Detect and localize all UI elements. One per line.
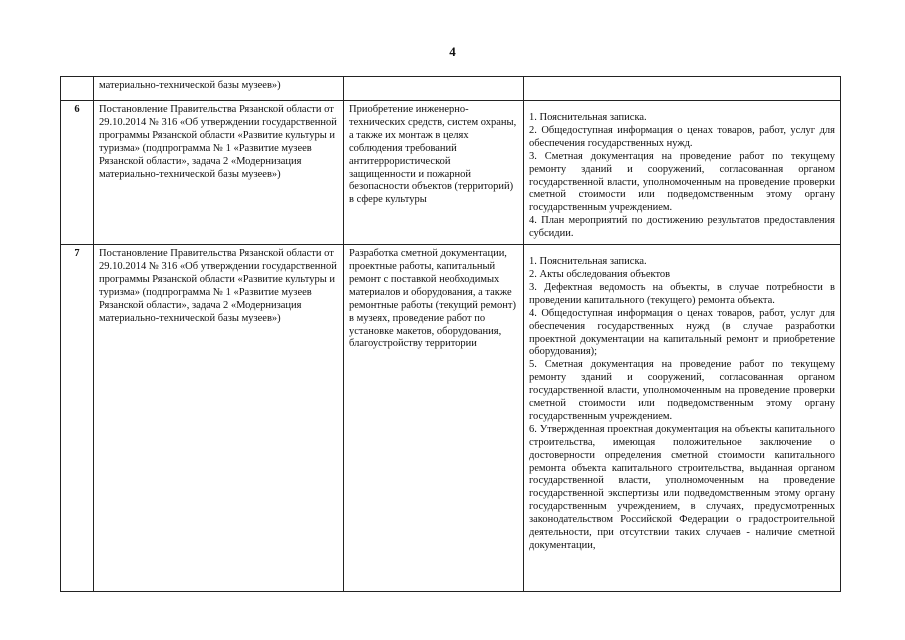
row-number-cell: 6 <box>61 101 94 245</box>
row-number-cell: 7 <box>61 245 94 592</box>
document-item: 4. Общедоступная информация о ценах товаров, работ, услуг для обеспечения государственных нужд (в случае разработки проектной документации на капитальный ремонт и приобретение оборудования); <box>529 307 835 358</box>
page-number: 4 <box>449 44 456 59</box>
documents-cell <box>524 77 841 101</box>
purpose-cell <box>344 77 524 101</box>
document-item: 2. Общедоступная информация о ценах товаров, работ, услуг для обеспечения государственных нужд. <box>529 124 835 149</box>
table-row <box>61 101 841 245</box>
purpose-cell: Разработка сметной документации, проектные работы, капитальный ремонт с поставкой необходимых материалов и оборудования, а также ремонтные работы (текущий ремонт) в музеях, проведение работ по установке макетов, оборудования, благоустройству территории <box>344 245 524 592</box>
document-item: 6. Утвержденная проектная документация на объекты капитального строительства, имеющая положительное заключение о достоверности определения сметной стоимости капитального ремонта объекта капитального строительства, выданная органом государственной власти, уполномоченным на проведение государственной экспертизы или подведомственным этому органу государственным учреждением, в случаях, предусмотренных законодательством Российской Федерации о градостроительной деятельности, при отсутствии таких случаев - наличие сметной документации, <box>529 423 835 551</box>
purpose-cell: Приобретение инженерно-технических средств, систем охраны, а также их монтаж в целях соблюдения требований антитеррористической защищенности и пожарной безопасности объектов (территорий) в сфере культуры <box>344 101 524 245</box>
table-row <box>61 245 841 592</box>
legal-basis-cell: Постановление Правительства Рязанской области от 29.10.2014 № 316 «Об утверждении государственной программы Рязанской области «Развитие культуры и туризма» (подпрограмма № 1 «Развитие музеев Рязанской области», задача 2 «Модернизация материально-технической базы музеев») <box>94 101 344 245</box>
documents-cell <box>524 101 841 245</box>
document-table <box>60 76 841 592</box>
document-item: 1. Пояснительная записка. <box>529 256 647 268</box>
document-item: 4. План мероприятий по достижению результатов предоставления субсидии. <box>529 215 835 240</box>
document-item: 1. Пояснительная записка. <box>529 112 647 123</box>
legal-basis-cell: материально-технической базы музеев») <box>94 77 344 101</box>
row-number-cell <box>61 77 94 101</box>
document-item: 2. Акты обследования объектов <box>529 268 671 280</box>
document-item: 3. Сметная документация на проведение работ по текущему ремонту зданий и сооружений, согласованная органом государственной власти, уполномоченным на проведение проверки сметной стоимости или подведомственным этому органу государственным учреждением. <box>529 150 835 214</box>
documents-cell <box>524 245 841 592</box>
legal-basis-cell: Постановление Правительства Рязанской области от 29.10.2014 № 316 «Об утверждении государственной программы Рязанской области «Развитие культуры и туризма» (подпрограмма № 1 «Развитие музеев Рязанской области», задача 2 «Модернизация материально-технической базы музеев») <box>94 245 344 592</box>
table-row <box>61 77 841 101</box>
document-item: 5. Сметная документация на проведение работ по текущему ремонту зданий и сооружений, согласованная органом государственной власти, уполномоченным на проведение проверки сметной стоимости или подведомственным этому органу государственным учреждением. <box>529 359 835 422</box>
document-item: 3. Дефектная ведомость на объекты, в случае потребности в проведении капитального (текущего) ремонта объекта. <box>529 281 835 306</box>
